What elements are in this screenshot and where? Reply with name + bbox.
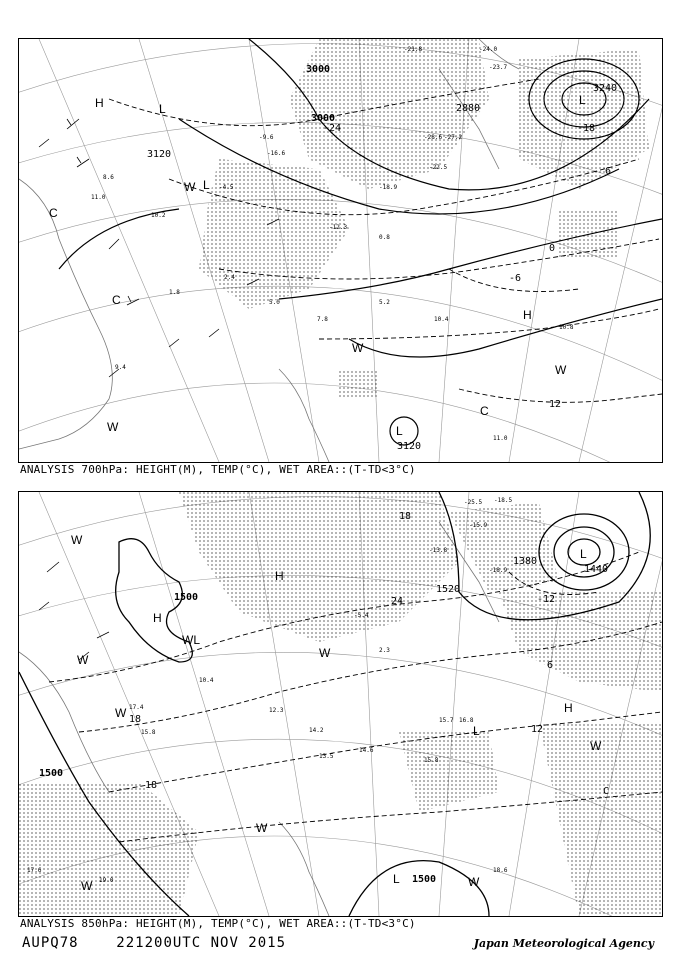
system-label: C [480, 404, 489, 418]
station-value: 10.8 [559, 324, 574, 331]
contour-label: 3240 [593, 83, 618, 94]
system-label: W [590, 739, 602, 753]
station-value: 7.8 [317, 316, 328, 323]
contour-label: 3000 [311, 113, 336, 124]
station-value: 17.6 [27, 867, 42, 874]
isotherm-label: 12 [531, 724, 544, 735]
system-label: H [153, 611, 162, 625]
station-value: 8.6 [103, 174, 114, 181]
station-value: 5.0 [269, 299, 280, 306]
contour-label: 2880 [456, 103, 481, 114]
station-value: 17.4 [129, 704, 144, 711]
map-700hpa-svg [19, 39, 662, 462]
map-850hpa-svg [19, 492, 662, 916]
system-label: L [579, 93, 586, 107]
isotherm-label: C [603, 786, 610, 797]
station-value: 10.4 [199, 677, 214, 684]
map-panel-700hpa [18, 38, 663, 463]
system-label: L [203, 178, 210, 192]
isotherm-label: 18 [129, 714, 142, 725]
station-value: 12.3 [269, 707, 284, 714]
station-value: 2.3 [379, 647, 390, 654]
contour-label: 3000 [306, 64, 331, 75]
station-value: 1.8 [169, 289, 180, 296]
station-value: -16.6 [267, 150, 286, 157]
isotherm-label: -6 [509, 273, 522, 284]
system-label: W [77, 653, 89, 667]
station-value: -13.8 [429, 547, 448, 554]
contour-label: 3120 [147, 149, 172, 160]
station-value: 0.8 [379, 234, 390, 241]
station-value: 10.2 [151, 212, 166, 219]
isotherm-label: 0 [549, 243, 556, 254]
station-value: -5.4 [354, 612, 369, 619]
system-label: H [564, 701, 573, 715]
isotherm-label: 24 [391, 596, 404, 607]
system-label: W [352, 341, 364, 355]
system-label: C [49, 206, 58, 220]
system-label: W [71, 533, 83, 547]
station-value: -18.9 [489, 567, 508, 574]
station-value: -25.5 [464, 499, 483, 506]
station-value: 14.6 [359, 747, 374, 754]
contour-label: 1440 [584, 564, 609, 575]
contour-label: 1500 [39, 768, 64, 779]
contour-label: 1500 [412, 874, 437, 885]
footer-chart-id [22, 935, 286, 951]
isotherm-label: 18 [145, 780, 158, 791]
station-value: -23.7 [489, 64, 508, 71]
station-value: 10.4 [434, 316, 449, 323]
isotherm-label: -12 [537, 594, 556, 605]
isotherm-label: -24 [323, 123, 342, 134]
system-label: W [319, 646, 331, 660]
station-value: -18.9 [379, 184, 398, 191]
station-value: 9.4 [115, 364, 126, 371]
system-label: W [468, 875, 480, 889]
isotherm-label: 6 [547, 660, 554, 671]
station-value: -4.5 [219, 184, 234, 191]
agency-name: Japan Meteorological Agency [473, 937, 654, 950]
station-value: -22.5 [429, 164, 448, 171]
station-value: 14.2 [309, 727, 324, 734]
station-value: 11.0 [91, 194, 106, 201]
system-label: L [396, 424, 403, 438]
isotherm-label: 18 [399, 511, 412, 522]
valid-time: 221200UTC NOV 2015 [116, 935, 287, 951]
isotherm-label: -18 [577, 123, 596, 134]
contour-label: 1500 [174, 592, 199, 603]
system-label: W [184, 180, 196, 194]
station-value: 15.7 [439, 717, 454, 724]
station-value: -24.0 [479, 46, 498, 53]
station-value: -15.9 [469, 522, 488, 529]
system-label: H [95, 96, 104, 110]
system-label: W [555, 363, 567, 377]
station-value: 13.5 [319, 753, 334, 760]
contour-label: 1520 [436, 584, 461, 595]
system-label: W [107, 420, 119, 434]
station-value: -12.3 [329, 224, 348, 231]
system-label: L [159, 102, 166, 116]
station-value: 19.0 [99, 877, 114, 884]
caption-850hpa: ANALYSIS 850hPa: HEIGHT(M), TEMP(°C), WET AREA::(T-TD<3°C) [20, 917, 416, 930]
station-value: 2.4 [224, 274, 235, 281]
caption-700hpa: ANALYSIS 700hPa: HEIGHT(M), TEMP(°C), WET AREA::(T-TD<3°C) [20, 463, 416, 476]
station-value: -18.5 [494, 497, 513, 504]
isotherm-label: 12 [549, 399, 562, 410]
station-value: 5.2 [379, 299, 390, 306]
contour-label: 3120 [397, 441, 422, 452]
station-value: -27.2 [444, 134, 463, 141]
wind-barbs [39, 562, 109, 660]
system-label: H [275, 569, 284, 583]
map-panel-850hpa [18, 491, 663, 917]
station-value: 15.8 [424, 757, 439, 764]
system-label: WL [182, 633, 200, 647]
system-label: L [473, 724, 480, 738]
station-value: -28.6 [424, 134, 443, 141]
system-label: W [81, 879, 93, 893]
station-value: -21.8 [404, 46, 423, 53]
system-label: W [115, 706, 127, 720]
system-label: H [523, 308, 532, 322]
system-label: W [256, 821, 268, 835]
station-value: 15.8 [141, 729, 156, 736]
isotherm-label: 6 [605, 166, 612, 177]
station-value: 11.0 [493, 435, 508, 442]
station-value: 16.8 [459, 717, 474, 724]
system-label: L [580, 547, 587, 561]
system-label: L [393, 872, 400, 886]
system-label: C [112, 293, 121, 307]
contour-label: 1380 [513, 556, 538, 567]
station-value: -9.6 [259, 134, 274, 141]
station-value: 18.6 [493, 867, 508, 874]
chart-id: AUPQ78 [22, 935, 79, 951]
